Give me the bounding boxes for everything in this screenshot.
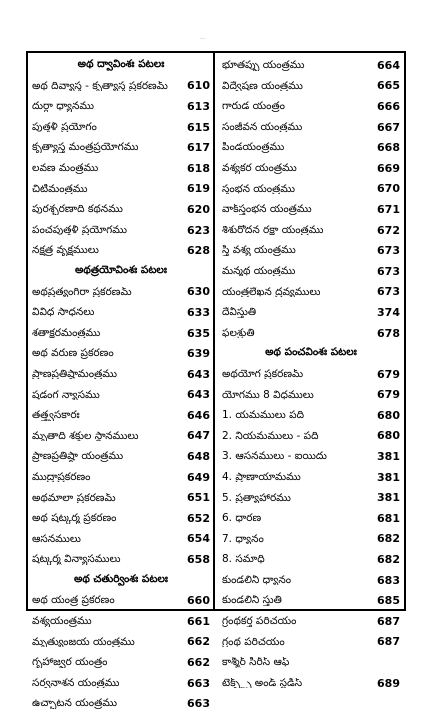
entry-title: ప్రాణప్రతిష్ఠామంత్రము [32,368,118,380]
toc-entry [222,282,400,303]
entry-title: ఫలశ్రుతి [222,327,255,339]
entry-title: శతాక్షరమంత్రము [32,327,101,339]
entry-page-number: 679 [377,388,400,402]
entry-page-number: 663 [187,697,210,711]
toc-entry [222,385,400,406]
toc-entry [222,529,400,550]
entry-page-number: 639 [187,347,210,361]
entry-title: యోగము 8 విధములు [222,389,314,401]
toc-entry [32,529,210,550]
toc-entry [222,220,400,241]
entry-title: వివిధ సాధనలు [32,307,95,318]
section-heading: అథ పంచవింశః పటలః [265,346,357,359]
toc-entry [32,220,210,241]
toc-entry [222,508,400,529]
toc-entry [222,137,400,158]
entry-title: ప్రాణప్రతిష్ఠా యంత్రము [32,451,124,462]
entry-page-number: 665 [377,79,400,93]
entry-page-number: 662 [187,656,210,670]
entry-title: వశ్యకర యంత్రము [222,163,297,174]
entry-page-number: 652 [187,511,210,525]
entry-page-number: 667 [377,120,400,134]
entry-page-number: 374 [377,305,400,319]
entry-title: షడంగ న్యాసము [32,389,100,401]
entry-title: అథ దివ్యాస్త్ర - కృత్యాస్త్ర ప్రకరణమ్ [32,80,168,92]
toc-entry [32,467,210,488]
toc-entry [32,240,210,261]
entry-page-number: 381 [377,470,400,484]
toc-entry [32,282,210,303]
entry-page-number: 680 [377,408,400,422]
entry-title: సంజీవన యంత్రము [222,121,303,133]
toc-entry [32,343,210,364]
toc-entry [32,632,210,653]
section-heading: అథత్రయోవింశః పటలః [75,263,167,276]
entry-title: అథమాలా ప్రకరణమ్ [32,492,116,504]
toc-entry [222,405,400,426]
entry-page-number: 670 [377,182,400,196]
entry-title: దుర్గా ధ్యానము [32,101,95,112]
entry-page-number: 613 [187,99,210,113]
entry-page-number: 617 [187,141,210,155]
entry-page-number: 663 [187,676,210,690]
toc-entry [222,261,400,282]
entry-page-number: 672 [377,223,400,237]
toc-entry [32,590,210,611]
entry-page-number: 628 [187,244,210,258]
section-heading: అథ చతుర్వింశః పటలః [73,572,169,585]
entry-page-number: 669 [377,161,400,175]
toc-entry [32,364,210,385]
entry-title: కుండలినీ స్తుతి [222,595,282,606]
entry-page-number: 687 [377,635,400,649]
entry-page-number: 679 [377,367,400,381]
entry-title: 8. సమాధి [222,554,265,565]
entry-page-number: 643 [187,388,210,402]
entry-title: అథ షట్కర్మ ప్రకరణం [32,513,117,524]
toc-entry [222,467,400,488]
entry-title: ముద్రాప్రకరణం [32,471,91,483]
left-contents-column [32,55,210,714]
entry-title: 2. నియమములు - పది [222,430,319,442]
entry-title: 3. ఆసనములు - ఐయిదు [222,451,327,462]
toc-entry [222,590,400,611]
entry-title: పంచపుత్తళీ ప్రయోగము [32,224,128,236]
toc-entry [32,487,210,508]
entry-title: 7. ధ్యానం [222,533,264,545]
toc-entry [32,385,210,406]
toc-entry [222,611,400,632]
entry-title: శిశురోదన రక్షా యంత్రము [222,224,324,236]
toc-entry [32,426,210,447]
toc-entry [32,96,210,117]
entry-title: కృత్యాస్త్ర మంత్రప్రయోగము [32,142,139,153]
toc-entry [32,446,210,467]
section-heading: అథ ద్వావింశః పటలః [77,57,165,70]
entry-title: చిటిమంత్రము [32,183,88,195]
entry-page-number: 681 [377,511,400,525]
entry-title: నక్షత్ర వృక్షములు [32,245,99,256]
entry-title: గారుడ యంత్రం [222,101,285,112]
entry-title: అథప్రత్యంగిరా ప్రకరణమ్ [32,286,132,298]
toc-entry [222,117,400,138]
entry-title: వాక్‌స్తంభన యంత్రము [222,204,312,215]
entry-title: అథ యంత్ర ప్రకరణం [32,595,115,606]
entry-page-number: 671 [377,202,400,216]
toc-entry [32,693,210,714]
entry-title: మృతాది శక్తుల స్థానములు [32,430,139,442]
entry-page-number: 623 [187,223,210,237]
entry-page-number: 610 [187,79,210,93]
entry-title: దేవీస్తుతి [222,307,257,318]
toc-entry [222,364,400,385]
entry-title: ఉచ్చాటన యంత్రము [32,698,117,709]
entry-page-number: 661 [187,614,210,628]
toc-entry [32,611,210,632]
entry-page-number: 682 [377,532,400,546]
column-divider [213,51,215,611]
toc-entry [32,323,210,344]
entry-title: యంత్రలేఖన ద్రవ్యములు [222,286,321,298]
entry-page-number: 643 [187,367,210,381]
entry-page-number: 687 [377,614,400,628]
toc-entry [222,323,400,344]
entry-page-number: 635 [187,326,210,340]
entry-title: టెక్స్ట్స్ అండ్ స్టడీస్ [222,677,303,689]
toc-entry [222,240,400,261]
entry-page-number: 660 [187,594,210,608]
entry-page-number: 682 [377,553,400,567]
toc-entry [222,199,400,220]
entry-title: సర్వనాశన యంత్రము [32,677,120,689]
toc-entry [222,570,400,591]
toc-entry [32,199,210,220]
entry-title: షట్కర్మ విన్యాసములు [32,554,121,565]
toc-entry [222,158,400,179]
toc-entry [222,446,400,467]
toc-entry [32,405,210,426]
entry-page-number: 654 [187,532,210,546]
entry-title: గృహాజ్వర యంత్రం [32,657,108,668]
entry-page-number: 619 [187,182,210,196]
entry-page-number: 381 [377,491,400,505]
entry-title: పిండయంత్రము [222,142,285,153]
toc-entry [222,549,400,570]
entry-title: మృత్యుంజయ యంత్రము [32,636,135,648]
entry-page-number: 647 [187,429,210,443]
toc-entry [32,302,210,323]
entry-page-number: 620 [187,202,210,216]
entry-title: తత్త్వసకారః [32,410,80,421]
entry-page-number: 630 [187,285,210,299]
entry-page-number: 680 [377,429,400,443]
entry-title: అథ వరుణ ప్రకరణం [32,348,114,359]
entry-title: స్తంభన యంత్రము [222,183,296,195]
entry-title: అథయోగ ప్రకరణమ్ [222,368,304,380]
toc-entry [32,652,210,673]
entry-title: 1. యమములు పది [222,410,305,421]
entry-page-number: 648 [187,450,210,464]
entry-page-number: 633 [187,305,210,319]
entry-title: మన్మథ యంత్రము [222,265,296,277]
entry-title: 6. ధారణ [222,513,262,524]
entry-page-number: 658 [187,553,210,567]
toc-entry [32,508,210,529]
entry-title: లవణ మంత్రము [32,163,99,174]
entry-title: పుత్తళీ ప్రయోగం [32,121,97,133]
entry-title: కాశ్మీర్ సిరీస్ ఆఫ్ [222,657,290,668]
entry-page-number: 683 [377,573,400,587]
entry-title: వశ్యయంత్రము [32,616,92,627]
entry-page-number: 649 [187,470,210,484]
entry-page-number: 664 [377,58,400,72]
entry-page-number: 651 [187,491,210,505]
entry-page-number: 689 [377,676,400,690]
right-contents-column [222,55,400,693]
toc-entry [32,158,210,179]
entry-title: భూతప్పు యంత్రము [222,60,305,71]
entry-title: 4. ప్రాణాయామము [222,471,301,483]
entry-page-number: 381 [377,450,400,464]
toc-entry [32,137,210,158]
toc-entry [32,179,210,200]
entry-page-number: 662 [187,635,210,649]
entry-title: విద్వేషణ యంత్రము [222,80,303,92]
entry-title: పురశ్చరణాది కథనము [32,204,123,215]
toc-entry [32,76,210,97]
entry-page-number: 673 [377,285,400,299]
entry-page-number: 668 [377,141,400,155]
entry-page-number: 615 [187,120,210,134]
entry-page-number: 685 [377,594,400,608]
entry-page-number: 646 [187,408,210,422]
toc-entry [222,487,400,508]
entry-title: కుండలినీ ధ్యానం [222,574,292,586]
entry-page-number: 673 [377,244,400,258]
toc-entry [222,673,400,694]
toc-entry [222,652,400,673]
toc-entry [222,302,400,323]
entry-page-number: 678 [377,326,400,340]
toc-entry [32,549,210,570]
entry-title: ఆసనములు [32,533,81,545]
toc-entry [222,76,400,97]
toc-entry [32,117,210,138]
entry-title: గ్రంథ పరిచయం [222,636,285,648]
entry-title: గ్రంథకర్త పరిచయం [222,616,297,627]
entry-page-number: 673 [377,264,400,278]
toc-entry [222,55,400,76]
entry-page-number: 618 [187,161,210,175]
entry-page-number: 666 [377,99,400,113]
entry-title: స్త్రీ వశ్య యంత్రము [222,245,296,256]
page-top-mark: ... [200,34,206,41]
toc-entry [222,179,400,200]
toc-entry [32,673,210,694]
toc-entry [222,632,400,653]
toc-entry [222,426,400,447]
toc-entry [222,96,400,117]
entry-title: 5. ప్రత్యాహారము [222,492,291,504]
